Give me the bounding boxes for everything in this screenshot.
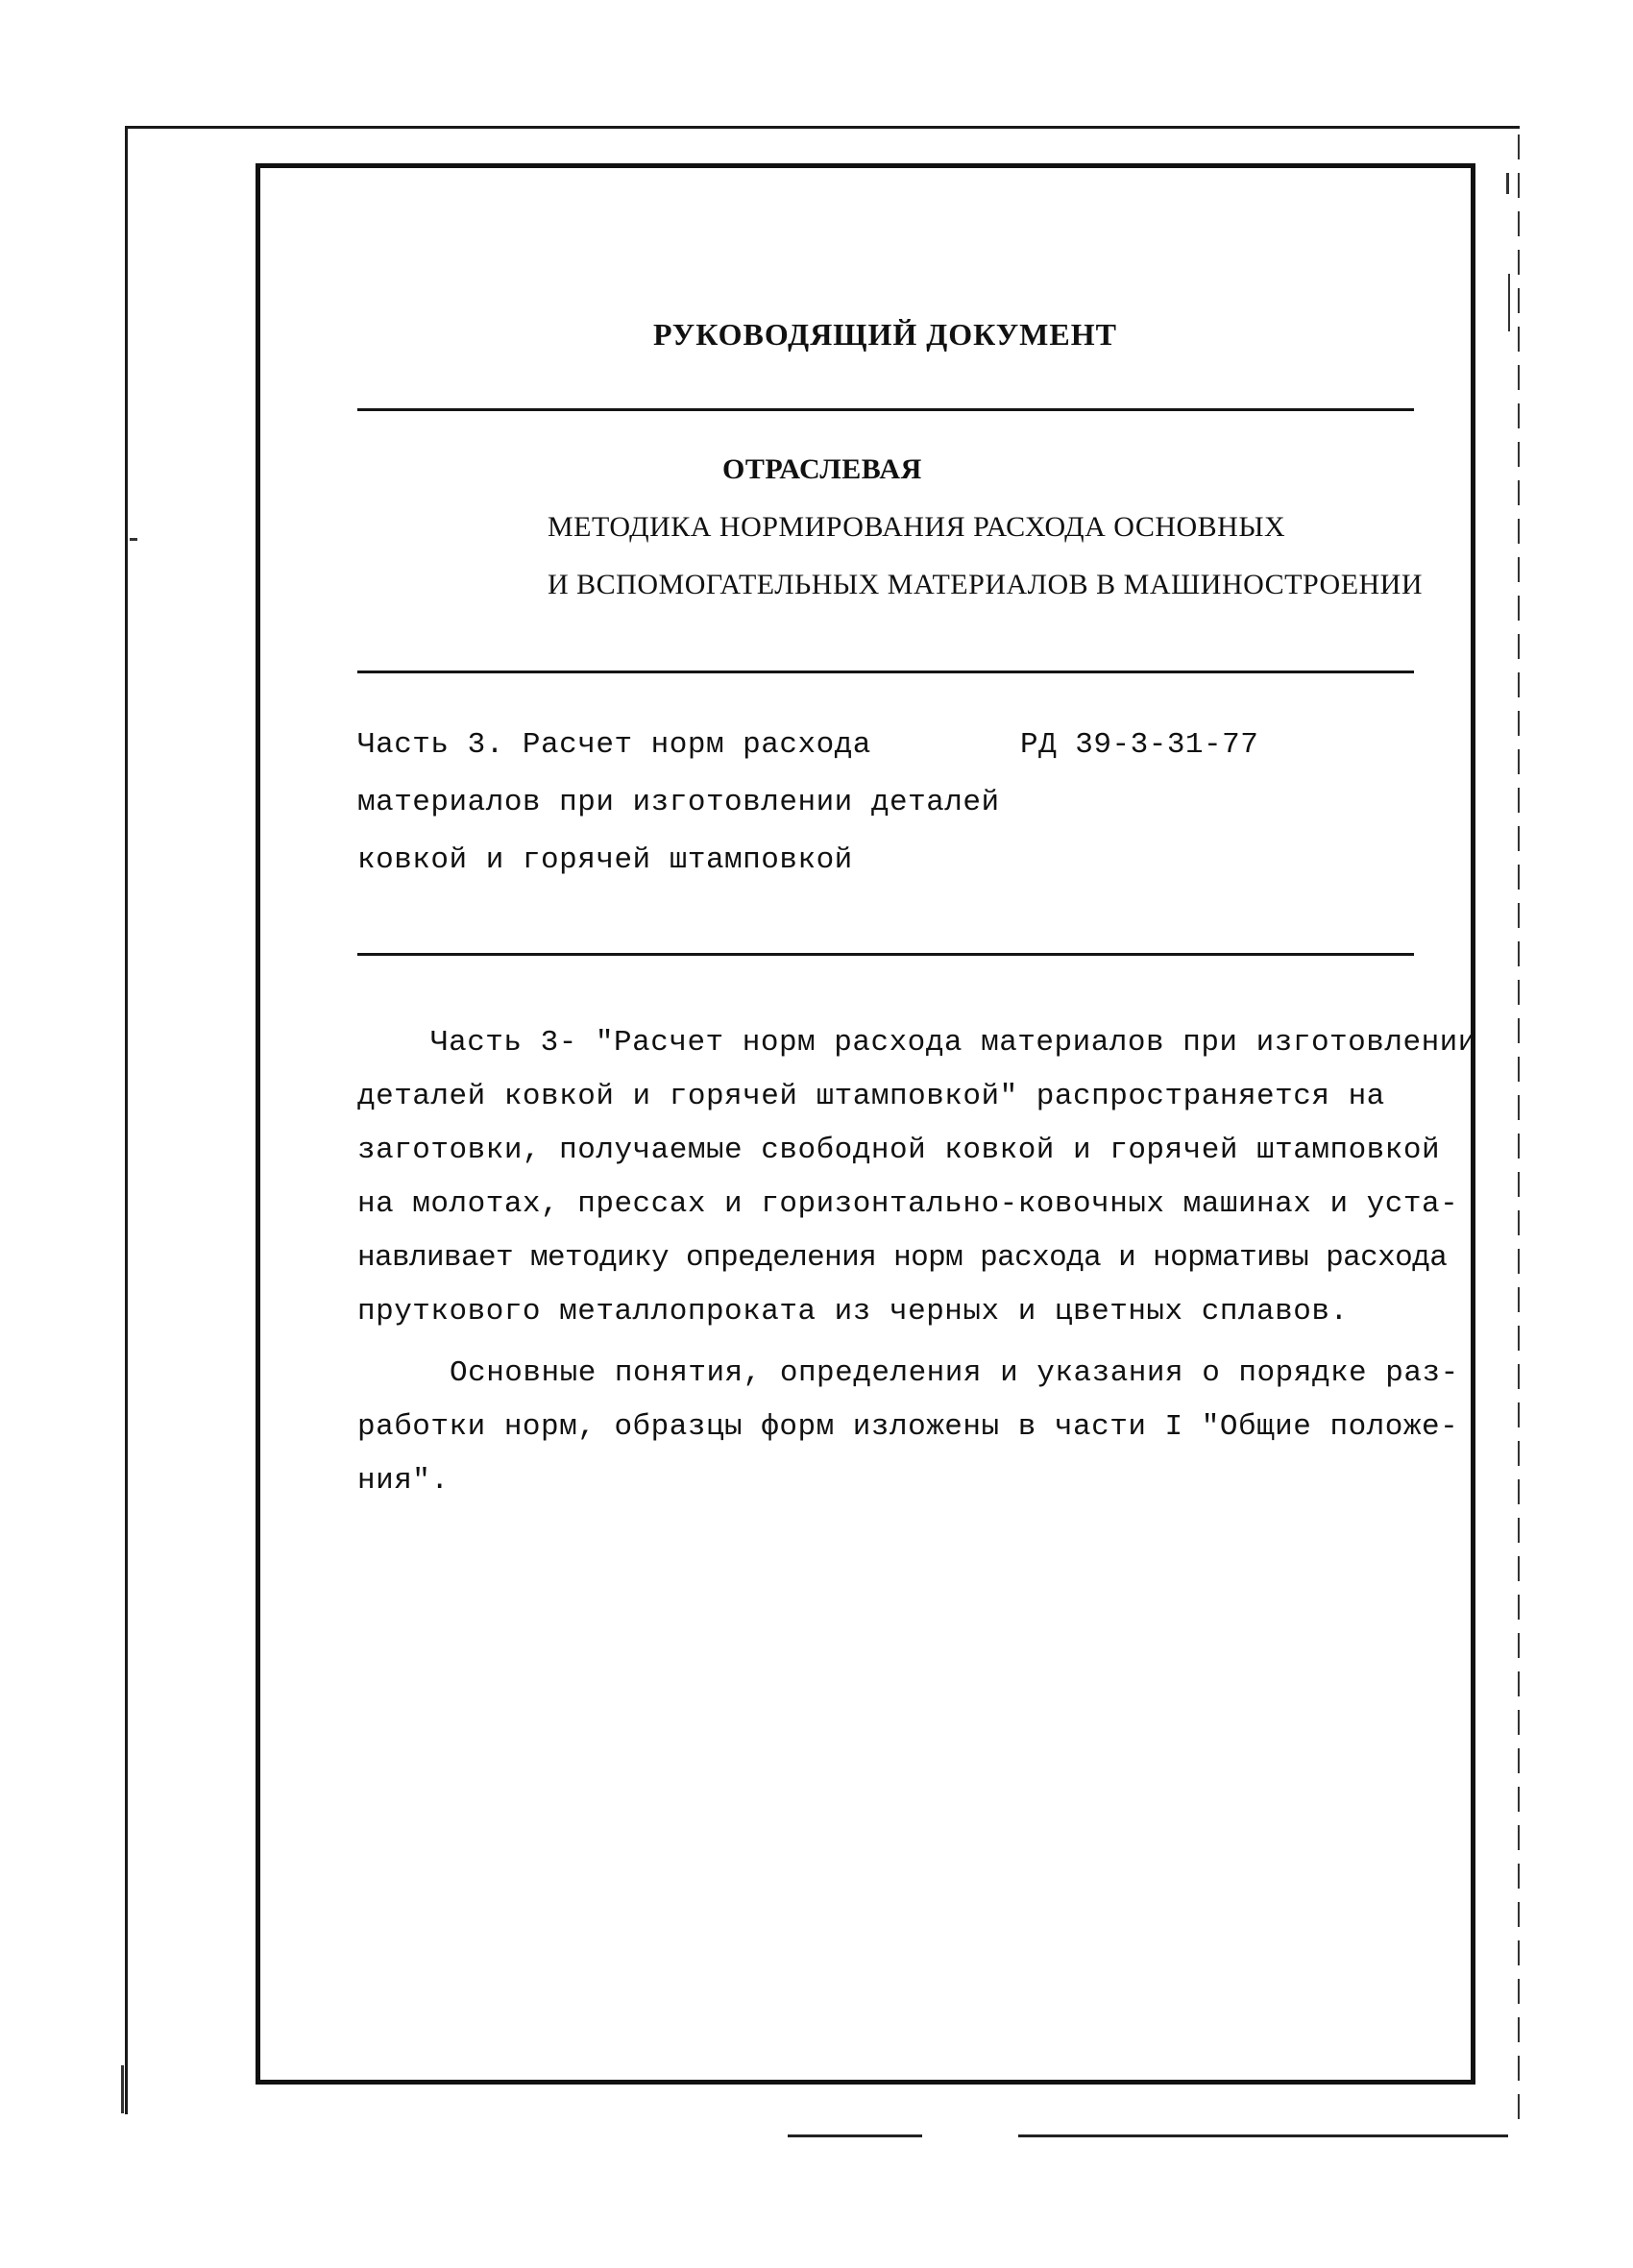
paragraph-1-line-4: на молотах, прессах и горизонтально-ковочных машинах и уста- bbox=[357, 1187, 1459, 1221]
paragraph-2-line-3: ния". bbox=[357, 1464, 450, 1498]
scan-edge-bottom bbox=[788, 2134, 922, 2137]
scan-edge-left bbox=[125, 126, 128, 2114]
document-frame bbox=[256, 163, 1475, 2085]
paragraph-1-line-3: заготовки, получаемые свободной ковкой и горячей штамповкой bbox=[357, 1134, 1441, 1167]
paragraph-1-line-5: навливает методику определения норм расхода и нормативы расхода bbox=[357, 1241, 1448, 1275]
divider-middle bbox=[357, 671, 1414, 673]
paragraph-1-line-2: деталей ковкой и горячей штамповкой" распространяется на bbox=[357, 1080, 1385, 1113]
paragraph-2-line-2: работки норм, образцы форм изложены в части I "Общие положе- bbox=[357, 1410, 1459, 1444]
document-heading: РУКОВОДЯЩИЙ ДОКУМЕНТ bbox=[653, 317, 1117, 352]
paragraph-1-line-1: Часть 3- "Расчет норм расхода материалов при изготовлении bbox=[430, 1026, 1476, 1060]
scan-mark bbox=[1508, 274, 1510, 331]
part-title-line-1: Часть 3. Расчет норм расхода bbox=[357, 728, 871, 762]
scan-edge-bottom bbox=[1018, 2134, 1508, 2137]
scan-edge-top bbox=[125, 126, 1520, 129]
title-line-2: МЕТОДИКА НОРМИРОВАНИЯ РАСХОДА ОСНОВНЫХ bbox=[548, 511, 1286, 543]
paragraph-2-line-1: Основные понятия, определения и указания о порядке раз- bbox=[450, 1356, 1459, 1390]
divider-bottom bbox=[357, 953, 1414, 956]
part-title-line-2: материалов при изготовлении деталей bbox=[357, 786, 1000, 819]
paragraph-1-line-6: пруткового металлопроката из черных и цветных сплавов. bbox=[357, 1295, 1349, 1329]
scan-mark bbox=[121, 2065, 124, 2113]
scan-edge-right bbox=[1518, 134, 1520, 2133]
scan-mark bbox=[1506, 173, 1509, 194]
title-line-3: И ВСПОМОГАТЕЛЬНЫХ МАТЕРИАЛОВ В МАШИНОСТРОЕНИИ bbox=[548, 569, 1424, 600]
title-line-1: ОТРАСЛЕВАЯ bbox=[722, 453, 922, 485]
document-number: РД 39-3-31-77 bbox=[1020, 728, 1259, 762]
scan-mark bbox=[130, 538, 137, 541]
part-title-line-3: ковкой и горячей штамповкой bbox=[357, 843, 853, 877]
divider-top bbox=[357, 408, 1414, 411]
